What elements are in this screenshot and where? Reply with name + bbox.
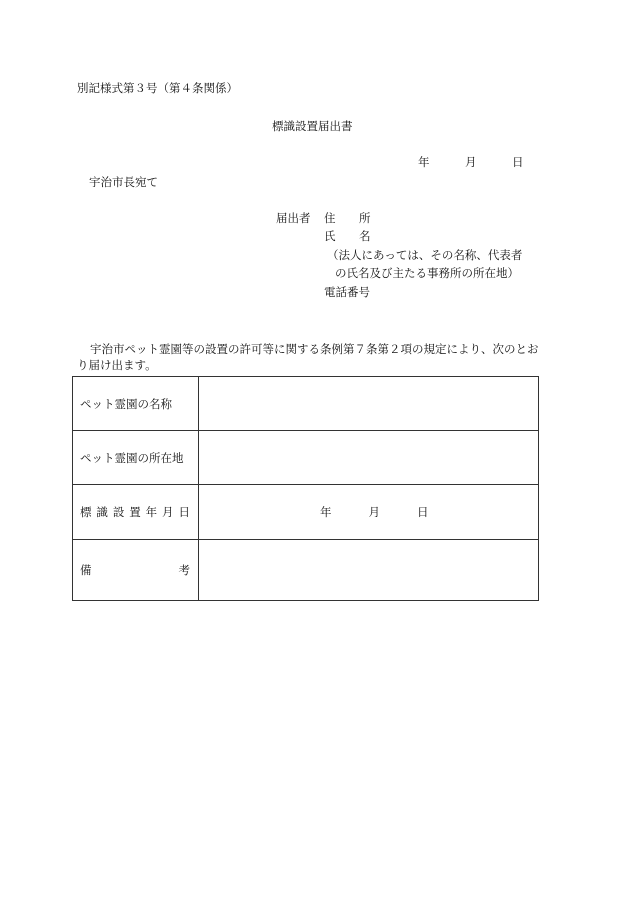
date-month-label: 月 [465,155,477,169]
form-number: 別記様式第３号（第４条関係） [77,81,238,95]
table-row [73,485,539,540]
label-char: 日 [178,505,190,519]
pet-cemetery-name-label: ペット霊園の名称 [73,377,199,431]
date-year-label: 年 [418,155,430,169]
body-text-line1: 宇治市ペット霊園等の設置の許可等に関する条例第７条第２項の規定により、次のとお [90,342,539,356]
phone-number-label: 電話番号 [324,285,370,299]
notification-table [72,376,539,601]
addressee: 宇治市長宛て [89,175,158,189]
pet-cemetery-location-field[interactable] [199,431,539,485]
label-char: 置 [129,505,141,519]
label-char: 備 [80,563,92,577]
name-label-char-2: 名 [359,229,371,243]
name-label-char-1: 氏 [324,229,336,243]
label-char: 年 [145,505,158,519]
corporation-note-line1: （法人にあっては、その名称、代表者 [327,248,523,262]
document-title: 標識設置届出書 [272,119,353,133]
label-char: 月 [162,505,174,519]
sign-installation-date-label [73,485,199,540]
table-row [73,540,539,601]
installation-day-label: 日 [417,505,429,519]
pet-cemetery-location-label: ペット霊園の所在地 [73,431,199,485]
remarks-field[interactable] [199,540,539,601]
corporation-note-line2: の氏名及び主たる事務所の所在地） [335,266,519,280]
notifier-label: 届出者 [276,211,311,225]
address-label-char-2: 所 [359,211,371,225]
remarks-label [73,540,199,601]
table-row [73,377,539,431]
installation-year-label: 年 [320,505,332,519]
sign-installation-date-field[interactable] [199,485,539,540]
label-char: 考 [178,563,190,577]
pet-cemetery-name-field[interactable] [199,377,539,431]
label-char: 識 [96,505,108,519]
table-row [73,431,539,485]
body-text-line2: り届け出ます。 [77,358,157,372]
address-label-char-1: 住 [324,211,336,225]
label-char: 設 [112,505,125,519]
installation-month-label: 月 [368,505,380,519]
label-char: 標 [80,505,92,519]
date-day-label: 日 [512,155,524,169]
